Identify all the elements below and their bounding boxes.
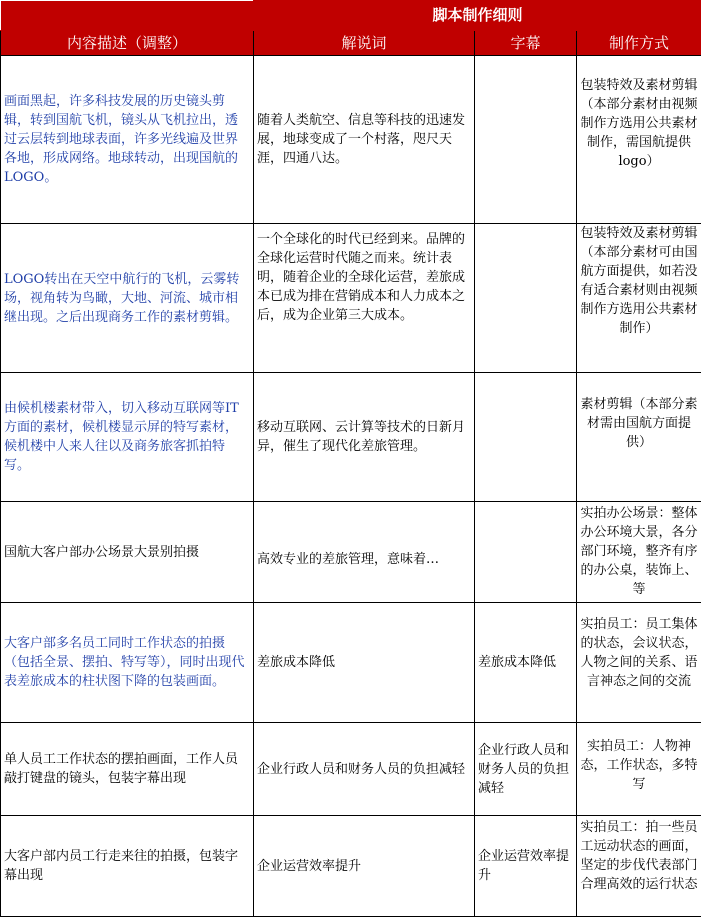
header-narration: 解说词 [254,31,475,56]
banner-title: 脚本制作细则 [254,1,701,31]
content-cell: 由候机楼素材带入，切入移动互联网等IT方面的素材，候机楼显示屏的特写素材，候机楼中人来人往以及商务旅客抓拍特写。 [1,373,254,502]
header-method: 制作方式 [577,31,701,56]
subtitle-cell [475,502,577,603]
narration-cell: 移动互联网、云计算等技术的日新月异，催生了现代化差旅管理。 [254,373,475,502]
subtitle-cell: 企业行政人员和财务人员的负担减轻 [475,723,577,816]
method-cell: 包装特效及素材剪辑（本部分素材由视频制作方选用公共素材制作，需国航提供logo） [577,56,701,224]
content-cell: 单人员工工作状态的摆拍画面，工作人员敲打键盘的镜头，包装字幕出现 [1,723,254,816]
narration-cell: 企业运营效率提升 [254,816,475,917]
table-row [1,373,701,502]
table-row [1,224,701,373]
method-cell: 素材剪辑（本部分素材需由国航方面提供） [577,373,701,502]
method-cell: 实拍办公场景：整体办公环境大景，各分部门环境，整齐有序的办公桌，装饰上、等 [577,502,701,603]
header-subtitle: 字幕 [475,31,577,56]
table-row [1,723,701,816]
banner-spacer [1,1,254,31]
content-cell: LOGO转出在天空中航行的飞机，云雾转场，视角转为鸟瞰，大地、河流、城市相继出现。之后出现商务工作的素材剪辑。 [1,224,254,373]
narration-cell: 差旅成本降低 [254,603,475,723]
method-cell: 实拍员工：拍一些员工远动状态的画面，坚定的步伐代表部门合理高效的运行状态 [577,816,701,917]
subtitle-cell [475,56,577,224]
narration-cell: 企业行政人员和财务人员的负担减轻 [254,723,475,816]
narration-cell: 随着人类航空、信息等科技的迅速发展，地球变成了一个村落，咫尺天涯，四通八达。 [254,56,475,224]
narration-cell: 高效专业的差旅管理，意味着… [254,502,475,603]
subtitle-cell [475,224,577,373]
method-cell: 包装特效及素材剪辑（本部分素材可由国航方面提供，如若没有适合素材则由视频制作方选用公共素材制作） [577,224,701,373]
header-content: 内容描述（调整） [1,31,254,56]
header-row [1,31,701,56]
table-row [1,603,701,723]
narration-cell: 一个全球化的时代已经到来。品牌的全球化运营时代随之而来。统计表明，随着企业的全球化运营，差旅成本已成为排在营销成本和人力成本之后，成为企业第三大成本。 [254,224,475,373]
method-cell: 实拍员工：人物神态，工作状态，多特写 [577,723,701,816]
content-cell: 大客户部多名员工同时工作状态的拍摄（包括全景、摆拍、特写等），同时出现代表差旅成本的柱状图下降的包装画面。 [1,603,254,723]
banner-row [1,1,701,31]
table-row [1,56,701,224]
table-row [1,502,701,603]
method-cell: 实拍员工：员工集体的状态，会议状态，人物之间的关系、语言神态之间的交流 [577,603,701,723]
content-cell: 大客户部内员工行走来往的拍摄，包装字幕出现 [1,816,254,917]
subtitle-cell [475,373,577,502]
content-cell: 国航大客户部办公场景大景别拍摄 [1,502,254,603]
subtitle-cell: 差旅成本降低 [475,603,577,723]
table-row [1,816,701,917]
subtitle-cell: 企业运营效率提升 [475,816,577,917]
content-cell: 画面黑起，许多科技发展的历史镜头剪辑，转到国航飞机，镜头从飞机拉出，透过云层转到地球表面，许多光线遍及世界各地，形成网络。地球转动，出现国航的LOGO。 [1,56,254,224]
